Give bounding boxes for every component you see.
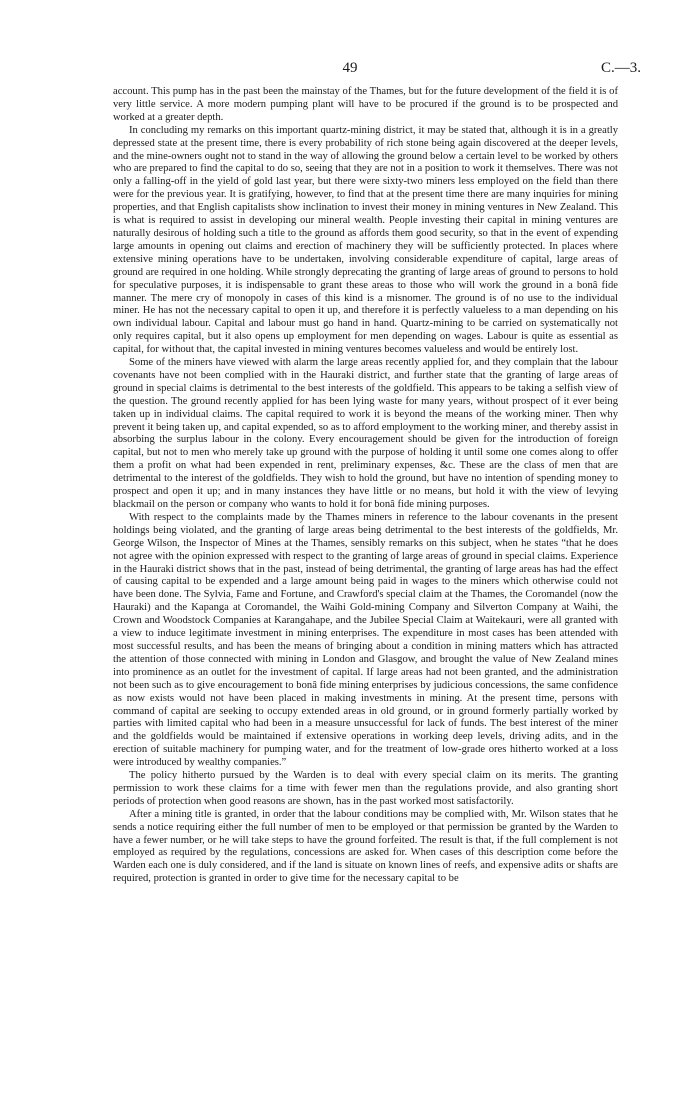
document-reference: C.—3. — [600, 60, 641, 76]
paragraph: With respect to the complaints made by the Thames miners in reference to the labour covenants in the present holdings being violated, and the granting of large areas being detrimental to the best interests of the goldfields, Mr. George Wilson, the Inspector of Mines at the Thames, sensibly remarks on this subject, when he states “that he does not agree with the opinion expressed with respect to the granting of large areas of ground in special claims. Experience in the Hauraki district shows that in the past, instead of being detrimental, the granting of large areas has had the effect of causing capital to be expended and a large amount being paid in wages to the miners which otherwise could not have been done. The Sylvia, Fame and Fortune, and Crawford's special claim at the Thames, the Coromandel (now the Hauraki) and the Kapanga at Coromandel, the Waihi Gold-mining Company and Silverton Company at Waihi, the Crown and Woodstock Companies at Karangahape, and the Jubilee Special Claim at Waitekauri, were all granted with a view to induce legitimate investment in mining enterprises. The expenditure in most cases has been attended with most successful results, and has been the means of bringing about a condition in mining matters which has attracted the attention of those connected with mining in London and Glasgow, and brought the value of New Zealand mines into prominence as an outlet for the investment of capital. If large areas had not been granted, and the administration not been such as to give encouragement to bonâ fide mining enterprises by judicious concessions, the same confidence as now exists would not have been placed in making investments in mining. At the present time, persons with command of capital are seeking to occupy extended areas in old ground, or in ground formerly partially worked by parties with limited capital who had been in a measure unsuccessful for lack of funds. The best interest of the miner and the goldfields would be maintained if extensive operations in working deep levels, driving adits, and in the erection of suitable machinery for pumping water, and for the treatment of low-grade ores hitherto worked at a loss were introduced by wealthy companies.” — [113, 511, 618, 769]
paragraph: In concluding my remarks on this important quartz-mining district, it may be stated that, although it is in a greatly depressed state at the present time, there is every probability of rich stone being again discovered at the deeper levels, and the mine-owners ought not to stand in the way of allowing the ground below a certain level to be worked by others who are prepared to find the capital to do so, seeing that they are not in a position to work it themselves. There was not only a falling-off in the yield of gold last year, but there were sixty-two miners less employed on the field than there were for the previous year. It is gratifying, however, to find that at the present time there are many inquiries for mining properties, and that English capitalists show inclination to invest their money in mining ventures in New Zealand. This is what is required to assist in developing our mineral wealth. People investing their capital in mining ventures are naturally desirous of holding such a title to the ground as affords them good security, so that in the event of expending large amounts in opening out claims and erection of machinery they will be sufficiently protected. In places where extensive mining operations have to be undertaken, involving considerable expenditure of capital, large areas of ground are required in one holding. While strongly deprecating the granting of large areas of ground to persons to hold for speculative purposes, it is indispensable to grant these areas to those who will work the ground in a bonâ fide manner. The mere cry of monopoly in cases of this kind is a misnomer. The ground is of no use to the individual miner. He has not the necessary capital to open it up, and therefore it is perfectly valueless to a man depending on his own individual labour. Capital and labour must go hand in hand. Quartz-mining to be carried on systematically not only requires capital, but it also opens up employment for men depending on wages. Labour is quite as essential as capital, for without that, the capital invested in mining ventures becomes valueless and would be entirely lost. — [113, 124, 618, 356]
paragraph: account. This pump has in the past been the mainstay of the Thames, but for the future development of the field it is of very little service. A more modern pumping plant will have to be procured if the ground is to be prospected and worked at a greater depth. — [113, 86, 618, 123]
paragraph: After a mining title is granted, in order that the labour conditions may be complied with, Mr. Wilson states that he sends a notice requiring either the full number of men to be employed or that permission be granted by the Warden to have a fewer number, or he will take steps to have the ground forfeited. The result is that, if the full complement is not employed as required by the regulations, concessions are asked for. When cases of this description come before the Warden each one is duly considered, and if the land is situate on known lines of reefs, and expensive adits or shafts are required, protection is granted in order to give time for the necessary capital to be — [113, 808, 618, 885]
page-number: 49 — [342, 60, 358, 76]
paragraph: Some of the miners have viewed with alarm the large areas recently applied for, and they complain that the labour covenants have not been complied with in the Hauraki district, and further state that the granting of large areas of ground in special claims is detrimental to the best interests of the goldfield. This appears to be taking a selfish view of the question. The ground recently applied for has been lying waste for many years, without prospect of it ever being taken up in individual claims. The capital required to work it is beyond the means of the working miner. Then why prevent it being taken up, and capital expended, so as to afford employment to the working miner, and thereby assist in absorbing the surplus labour in the colony. Every encouragement should be given for the introduction of foreign capital, but not to men who merely take up ground with the purpose of holding it until some one comes along to offer them a profit on what had been expended in rent, preliminary expenses, &c. These are the class of men that are detrimental to the interest of the goldfields. They wish to hold the ground, but have no intention of spending money to prospect and open it up; and in many instances they have little or no means, but hold it with the view of levying blackmail on the person or company who wants to hold it for bonâ fide mining purposes. — [113, 357, 618, 510]
body-text — [113, 86, 618, 886]
paragraph: The policy hitherto pursued by the Warden is to deal with every special claim on its merits. The granting permission to work these claims for a time with fewer men than the regulations provide, and also granting short periods of protection when good reasons are shown, has in the past worked most satisfactorily. — [113, 770, 618, 807]
